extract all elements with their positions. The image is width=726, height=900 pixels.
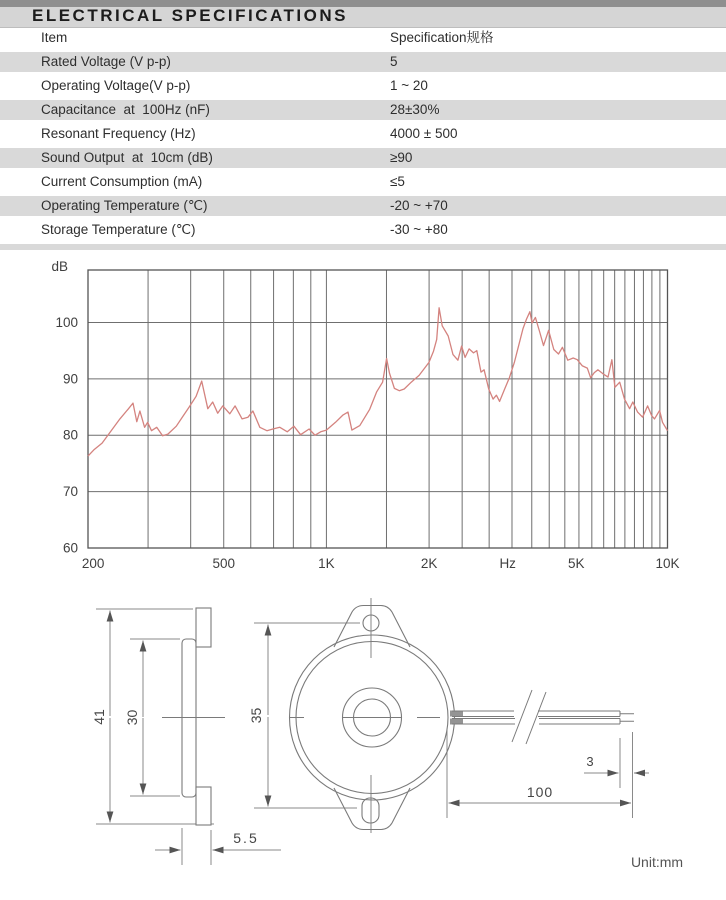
mechanical-drawing: [0, 590, 726, 900]
y-tick-label: 80: [62, 427, 78, 443]
dim-label-overall-height: 41: [91, 709, 107, 725]
table-row: [0, 146, 726, 170]
row-item-label: Operating Voltage(V p-p): [41, 78, 191, 93]
y-tick-label: 100: [55, 314, 78, 330]
side-view-top-flange: [196, 608, 211, 647]
y-tick-label: 90: [62, 371, 78, 387]
y-tick-label: 60: [62, 540, 78, 556]
y-axis-unit-label: dB: [51, 259, 68, 274]
column-header-item: Item: [41, 30, 68, 45]
x-tick-label: 2K: [420, 556, 438, 571]
bare-wire-tips: [620, 714, 634, 722]
y-tick-label: 70: [62, 484, 78, 500]
row-item-label: Resonant Frequency (Hz): [41, 126, 196, 141]
x-tick-label: 10K: [655, 556, 680, 571]
row-spec-value: 28±30%: [390, 102, 440, 117]
row-item-label: Capacitance at 100Hz (nF): [41, 102, 210, 117]
x-tick-label: Hz: [499, 556, 516, 571]
dim-label-body-height: 30: [124, 709, 140, 726]
dim-label-wire-length: 100: [526, 784, 554, 800]
row-item-label: Rated Voltage (V p-p): [41, 54, 171, 69]
spec-table: [0, 26, 726, 250]
chart-gridlines: [88, 270, 668, 548]
table-row: [0, 122, 726, 146]
table-row: [0, 50, 726, 74]
dim-label-tip-length: 3: [586, 754, 594, 769]
lead-wires: [450, 690, 634, 744]
dimension-lines: [96, 609, 649, 865]
row-spec-value: -20 ~ +70: [390, 198, 448, 213]
x-tick-label: 500: [212, 556, 235, 571]
table-divider-bar: [0, 244, 726, 250]
row-item-label: Operating Temperature (℃): [41, 198, 208, 213]
dim-label-thickness: 5.5: [233, 830, 259, 846]
row-spec-value: 1 ~ 20: [390, 78, 428, 93]
row-spec-value: -30 ~ +80: [390, 222, 448, 237]
frequency-response-chart: [0, 253, 726, 583]
row-spec-value: ≥90: [390, 150, 413, 165]
table-header-row: [0, 26, 726, 50]
x-tick-label: 1K: [318, 556, 335, 571]
unit-note: Unit:mm: [630, 854, 684, 870]
bottom-ear-slot: [362, 798, 379, 823]
row-spec-value: ≤5: [390, 174, 405, 189]
page-title: ELECTRICAL SPECIFICATIONS: [32, 6, 348, 25]
table-row: [0, 170, 726, 194]
column-header-spec: Specification规格: [390, 30, 494, 45]
buzzer-front-view: [290, 598, 455, 833]
dimension-labels: [91, 708, 683, 870]
table-row: [0, 74, 726, 98]
dim-label-diameter: 35: [248, 707, 264, 724]
frequency-response-curve: [88, 308, 668, 456]
row-item-label: Storage Temperature (℃): [41, 222, 196, 237]
row-item-label: Current Consumption (mA): [41, 174, 203, 189]
table-row: [0, 218, 726, 242]
x-tick-label: 200: [81, 556, 105, 571]
buzzer-side-view: [162, 608, 225, 825]
chart-frame: [88, 270, 668, 548]
row-item-label: Sound Output at 10cm (dB): [41, 150, 213, 165]
row-spec-value: 4000 ± 500: [390, 126, 458, 141]
row-spec-value: 5: [390, 54, 398, 69]
table-row: [0, 98, 726, 122]
x-tick-label: 5K: [567, 556, 585, 571]
top-mounting-ear: [334, 606, 410, 648]
table-row: [0, 194, 726, 218]
side-view-bottom-flange: [196, 787, 211, 825]
